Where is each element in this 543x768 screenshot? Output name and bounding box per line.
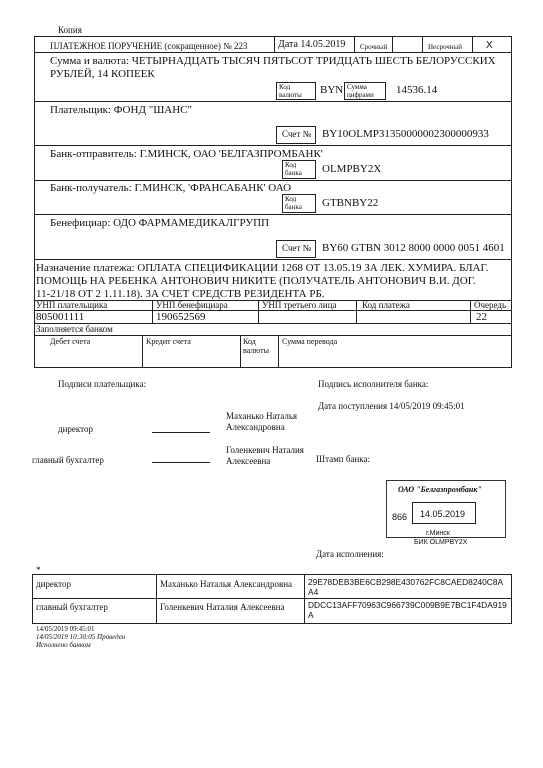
- stamp-bank-name: ОАО "Белгазпромбанк": [398, 485, 482, 494]
- unp-header-payment-code: Код платежа: [362, 300, 410, 310]
- currency-value: BYN: [320, 84, 344, 96]
- amount-words-line1: Сумма и валюта: ЧЕТЫРНАДЦАТЬ ТЫСЯЧ ПЯТЬСОТ ТРИДЦАТЬ ШЕСТЬ БЕЛОРУССКИХ: [50, 55, 496, 67]
- transfer-sum-label: Сумма перевода: [282, 337, 338, 346]
- unp-header-beneficiary: УНП бенефициара: [156, 300, 228, 310]
- order-date: Дата 14.05.2019: [278, 39, 346, 50]
- beneficiary-account-label: Счет №: [282, 243, 312, 253]
- payer-label: Плательщик: ФОНД "ШАНС": [50, 104, 193, 116]
- bank-currency-label: Код: [243, 337, 256, 346]
- sum-label: Сумма: [347, 83, 367, 91]
- nonurgent-mark: X: [486, 40, 493, 51]
- unp-beneficiary-value: 190652569: [156, 311, 206, 323]
- sig-row2-hash: DDCC13AFF70963C966739C009B9E7BC1F4DA919: [308, 600, 507, 610]
- sig-row1-name: Маханько Наталья Александровна: [160, 579, 293, 589]
- stamp-city: г.Минск: [426, 530, 450, 537]
- receiver-bank-code: GTBNBY22: [322, 197, 379, 209]
- order-title: ПЛАТЕЖНОЕ ПОРУЧЕНИЕ (сокращенное) № 223: [50, 41, 248, 51]
- receipt-date: Дата поступления 14/05/2019 09:45:01: [318, 401, 465, 411]
- payer-signatures-title: Подписи плательщика:: [58, 379, 147, 389]
- footer-line1: 14/05/2019 09:45:01: [36, 625, 95, 633]
- receiver-bank-code-label: Код: [285, 195, 297, 203]
- sender-bank-code-label: Код: [285, 161, 297, 169]
- stamp-number: 866: [392, 512, 408, 522]
- queue-value: 22: [476, 311, 487, 323]
- accountant-label: главный бухгалтер: [32, 455, 104, 465]
- stamp-bic: БИК OLMPBY2X: [414, 539, 468, 546]
- beneficiary-label: Бенефициар: ОДО ФАРМАМЕДИКАЛГРУПП: [50, 217, 270, 229]
- payer-account: BY10OLMP31350000002300000933: [322, 128, 489, 140]
- urgent-label: Срочный: [360, 43, 388, 51]
- purpose-line1: Назначение платежа: ОПЛАТА СПЕЦИФИКАЦИИ 1268 ОТ 13.05.19 ЗА ЛЕК. ХУМИРА. БЛАГ.: [36, 262, 489, 274]
- unp-header-third-party: УНП третьего лица: [262, 300, 337, 310]
- copy-label: Копия: [58, 25, 82, 35]
- accountant-name-line2: Алексеевна: [226, 456, 271, 466]
- payment-order-form: [34, 36, 512, 368]
- asterisk-mark: *: [36, 565, 41, 575]
- sig-row2-role: главный бухгалтер: [36, 602, 108, 612]
- accountant-name-line1: Голенкевич Наталия: [226, 445, 304, 455]
- sum-value: 14536.14: [396, 84, 438, 96]
- debit-label: Дебет счета: [50, 337, 91, 346]
- purpose-line2: ПОМОЩЬ НА РЕБЕНКА АНТОНОВИЧ НИКИТЕ (ПОЛУЧАТЕЛЬ АНТОНОВИЧ В.И. ДОГ.: [36, 275, 476, 287]
- receiver-bank-label: Банк-получатель: Г.МИНСК, 'ФРАНСАБАНК' ОАО: [50, 182, 292, 194]
- unp-payer-value: 805001111: [36, 311, 85, 323]
- bank-section-title: Заполняется банком: [36, 324, 113, 334]
- purpose-line3: 11-21/18 ОТ 2 1.11.18). ЗА СЧЕТ СРЕДСТВ РЕЗИДЕНТА РБ.: [36, 288, 325, 300]
- sender-bank-code: OLMPBY2X: [322, 163, 382, 175]
- director-name-line1: Маханько Наталья: [226, 411, 298, 421]
- sig-row2-name: Голенкевич Наталия Алексеевна: [160, 602, 285, 612]
- sig-row1-hash: 29E78DEB3BE6CB298E430762FC8CAED8240C8A: [308, 577, 504, 587]
- footer-line3: Исполнено банком: [36, 641, 91, 649]
- currency-code-label: Код: [279, 83, 291, 91]
- sig-row1-role: директор: [36, 579, 71, 589]
- sender-bank-label: Банк-отправитель: Г.МИНСК, ОАО 'БЕЛГАЗПРОМБАНК': [50, 148, 323, 160]
- footer-line2: 14/05/2019 10:30:05 Проведен: [36, 633, 126, 641]
- nonurgent-label: Несрочный: [428, 43, 462, 51]
- unp-header-queue: Очередь: [474, 300, 507, 310]
- stamp-label: Штамп банка:: [316, 454, 370, 464]
- payer-account-label: Счет №: [282, 129, 312, 139]
- beneficiary-account: BY60 GTBN 3012 8000 0000 0051 4601: [322, 242, 505, 254]
- director-name-line2: Александровна: [226, 422, 285, 432]
- credit-label: Кредит счета: [146, 337, 191, 346]
- director-label: директор: [58, 424, 93, 434]
- execution-date-label: Дата исполнения:: [316, 549, 384, 559]
- unp-header-payer: УНП плательщика: [36, 300, 108, 310]
- bank-signature-title: Подпись исполнителя банка:: [318, 379, 429, 389]
- stamp-date: 14.05.2019: [420, 509, 466, 519]
- amount-words-line2: РУБЛЕЙ, 14 КОПЕЕК: [50, 68, 155, 80]
